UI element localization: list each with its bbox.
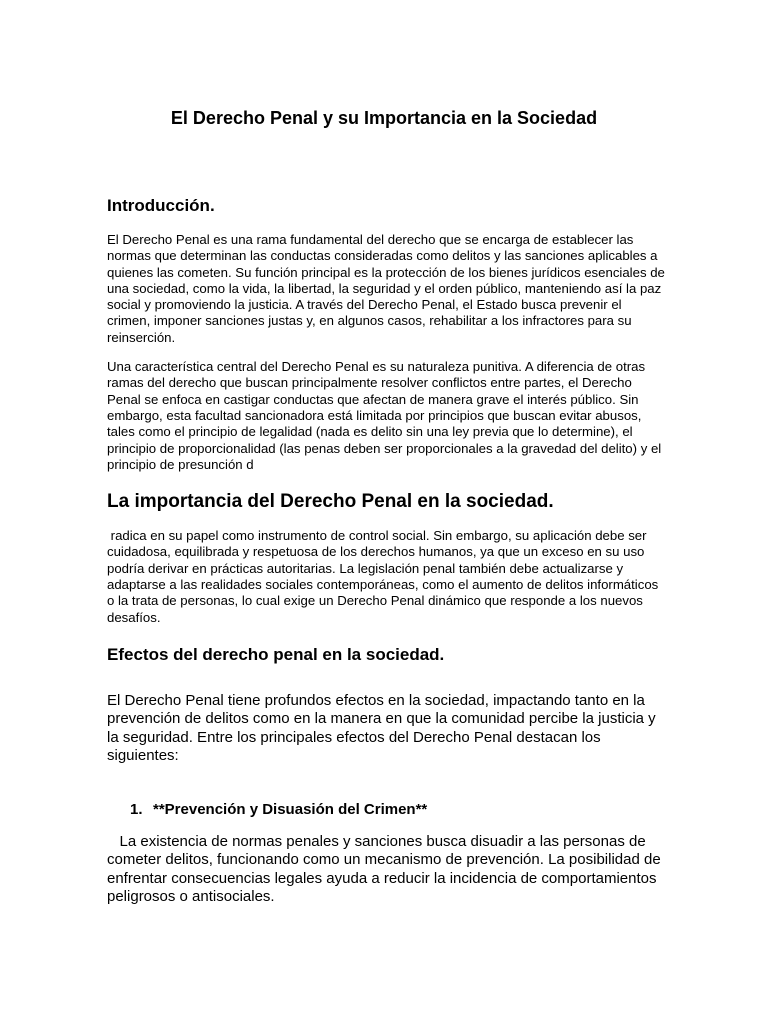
intro-heading: Introducción. bbox=[107, 196, 215, 215]
effects-paragraph: El Derecho Penal tiene profundos efectos en la sociedad, impactando tanto en la prevención de delitos como en la manera en que la comunidad percibe la justicia y la seguridad. Entre los principales efectos del Derecho Penal destacan los siguientes: bbox=[107, 691, 656, 765]
list-item-1-heading bbox=[107, 801, 667, 819]
effects-heading: Efectos del derecho penal en la sociedad. bbox=[107, 644, 445, 664]
list-item-1-paragraph: La existencia de normas penales y sanciones busca disuadir a las personas de cometer delitos, funcionando como un mecanismo de prevención. La posibilidad de enfrentar consecuencias legales ayuda a reducir la incidencia de comportamientos peligrosos o antisociales. bbox=[107, 832, 665, 906]
importance-heading: La importancia del Derecho Penal en la sociedad. bbox=[107, 491, 554, 513]
document-title: El Derecho Penal y su Importancia en la Sociedad bbox=[170, 108, 598, 128]
intro-paragraph-1: El Derecho Penal es una rama fundamental del derecho que se encarga de establecer las normas que determinan las conductas consideradas como delitos y las sanciones aplicables a quienes las cometen. Su función principal es la protección de los bienes jurídicos esenciales de una sociedad, como la vida, la libertad, la seguridad y el orden público, manteniendo así la paz social y promoviendo la justicia. A través del Derecho Penal, el Estado busca prevenir el crimen, imponer sanciones justas y, en algunos casos, rehabilitar a los infractores para su reinserción. bbox=[107, 232, 665, 345]
importance-paragraph: radica en su papel como instrumento de control social. Sin embargo, su aplicación debe ser cuidadosa, equilibrada y respetuosa de los derechos humanos, ya que un exceso en su uso podría derivar en prácticas autoritarias. La legislación penal también debe actualizarse y adaptarse a las realidades sociales contemporáneas, como el aumento de delitos informáticos o la trata de personas, lo cual exige un Derecho Penal dinámico que responde a los nuevos desafíos. bbox=[107, 528, 662, 625]
document-body bbox=[107, 195, 667, 907]
list-item-1-number: 1. bbox=[130, 800, 143, 818]
list-item-1-title: **Prevención y Disuasión del Crimen** bbox=[153, 800, 428, 818]
intro-paragraph-2: Una característica central del Derecho Penal es su naturaleza punitiva. A diferencia de otras ramas del derecho que buscan principalmente resolver conflictos entre partes, el Derecho Penal se enfoca en castigar conductas que afectan de manera grave el interés público. Sin embargo, esta facultad sancionadora está limitada por principios que buscan evitar abusos, tales como el principio de legalidad (nada es delito sin una ley previa que lo determine), el principio de proporcionalidad (las penas deben ser proporcionales a la gravedad del delito) y el principio de presunción d bbox=[107, 359, 662, 472]
